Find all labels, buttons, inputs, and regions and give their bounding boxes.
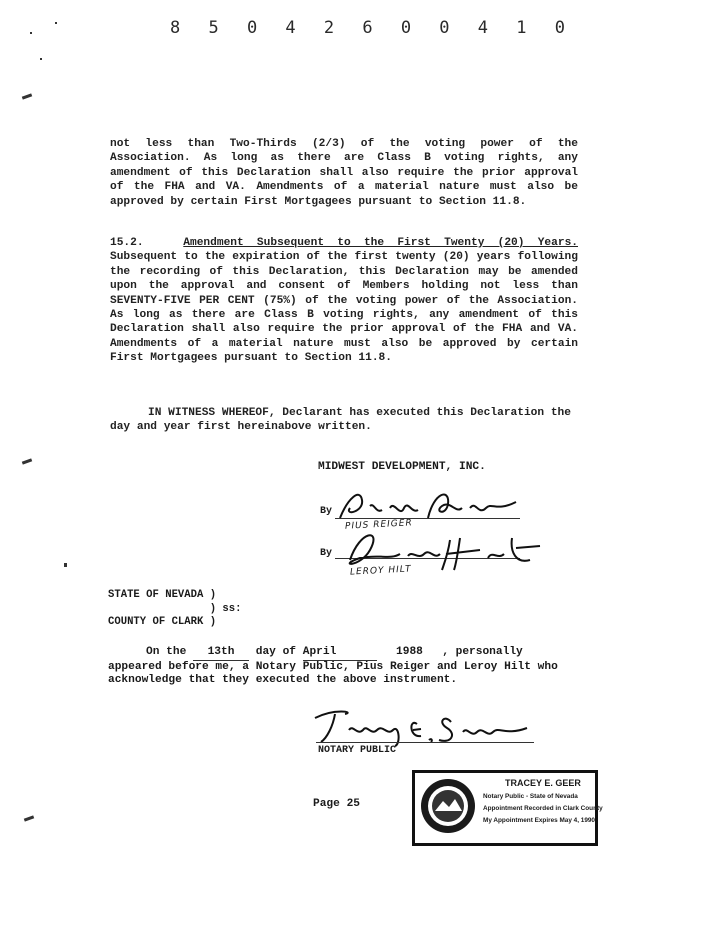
- state-seal-icon: [419, 777, 477, 835]
- ss-line: ) ss:: [108, 602, 242, 615]
- county-line: COUNTY OF CLARK ): [108, 616, 217, 629]
- section-15-2: [110, 236, 578, 366]
- day-blank: 13th: [193, 646, 249, 661]
- scan-speck: [30, 32, 32, 34]
- notary-signature-line: [316, 742, 534, 743]
- company-name: MIDWEST DEVELOPMENT, INC.: [318, 461, 486, 473]
- page-number: Page 25: [313, 798, 360, 810]
- signer-2-printed-name: LEROY HILT: [349, 564, 412, 578]
- signer-1-printed-name: PIUS REIGER: [344, 518, 413, 532]
- scan-speck: [24, 815, 34, 821]
- notary-public-label: NOTARY PUBLIC: [318, 745, 397, 756]
- seal-appointment: Appointment Recorded in Clark County: [483, 805, 603, 812]
- state-line: STATE OF NEVADA ): [108, 589, 217, 601]
- year-value: 1988: [396, 646, 423, 658]
- seal-notary-name: TRACEY E. GEER: [505, 778, 581, 788]
- notary-seal-stamp: [412, 770, 603, 846]
- scan-speck: [64, 563, 67, 567]
- by-label: By: [320, 506, 333, 517]
- seal-expiration: My Appointment Expires May 4, 1990: [483, 817, 595, 824]
- notary-acknowledgment: [108, 646, 582, 688]
- scan-speck: [22, 93, 32, 99]
- seal-title: Notary Public - State of Nevada: [483, 793, 578, 800]
- scan-speck: [55, 22, 57, 24]
- appeared-text: appeared before me, a Notary Public, Pius Reiger and Leroy Hilt who acknowledge that they executed the above instrument.: [108, 660, 558, 687]
- on-the-text: On the: [146, 646, 187, 658]
- section-body: Subsequent to the expiration of the first twenty (20) years following the recording of this Declaration, this Declaration may be amended upon the approval and consent of Members holding not less than SEVENTY-FIVE PER CENT (75%) of the voting power of the Association. As long as there are Class B voting rights, any amendment of this Declaration shall also require the prior approval of the FHA and VA. Amendments of a material nature must also be approved by certain First Mortgagees pursuant to Section 11.8.: [110, 251, 578, 365]
- witness-clause: IN WITNESS WHEREOF, Declarant has executed this Declaration the day and year first hereinabove written.: [110, 407, 571, 434]
- section-number: 15.2.: [110, 237, 144, 249]
- document-number: 8 5 0 4 2 6 0 0 4 1 0: [170, 18, 574, 38]
- section-heading: Amendment Subsequent to the First Twenty (20) Years.: [183, 237, 578, 249]
- day-of-text: day of: [255, 646, 297, 658]
- month-blank: April: [303, 646, 377, 661]
- by-label: By: [320, 548, 333, 559]
- scan-speck: [22, 458, 32, 464]
- scan-speck: [40, 58, 42, 60]
- venue-block: [108, 589, 242, 630]
- paragraph-voting-power: not less than Two-Thirds (2/3) of the voting power of the Association. As long as there are Class B voting rights, any amendment of this Declaration shall also require the prior approval of the FHA and VA. Amendments of a material nature must also be approved by certain First Mortgagees pursuant to Section 11.8.: [110, 138, 578, 208]
- personally-text: , personally: [442, 646, 523, 658]
